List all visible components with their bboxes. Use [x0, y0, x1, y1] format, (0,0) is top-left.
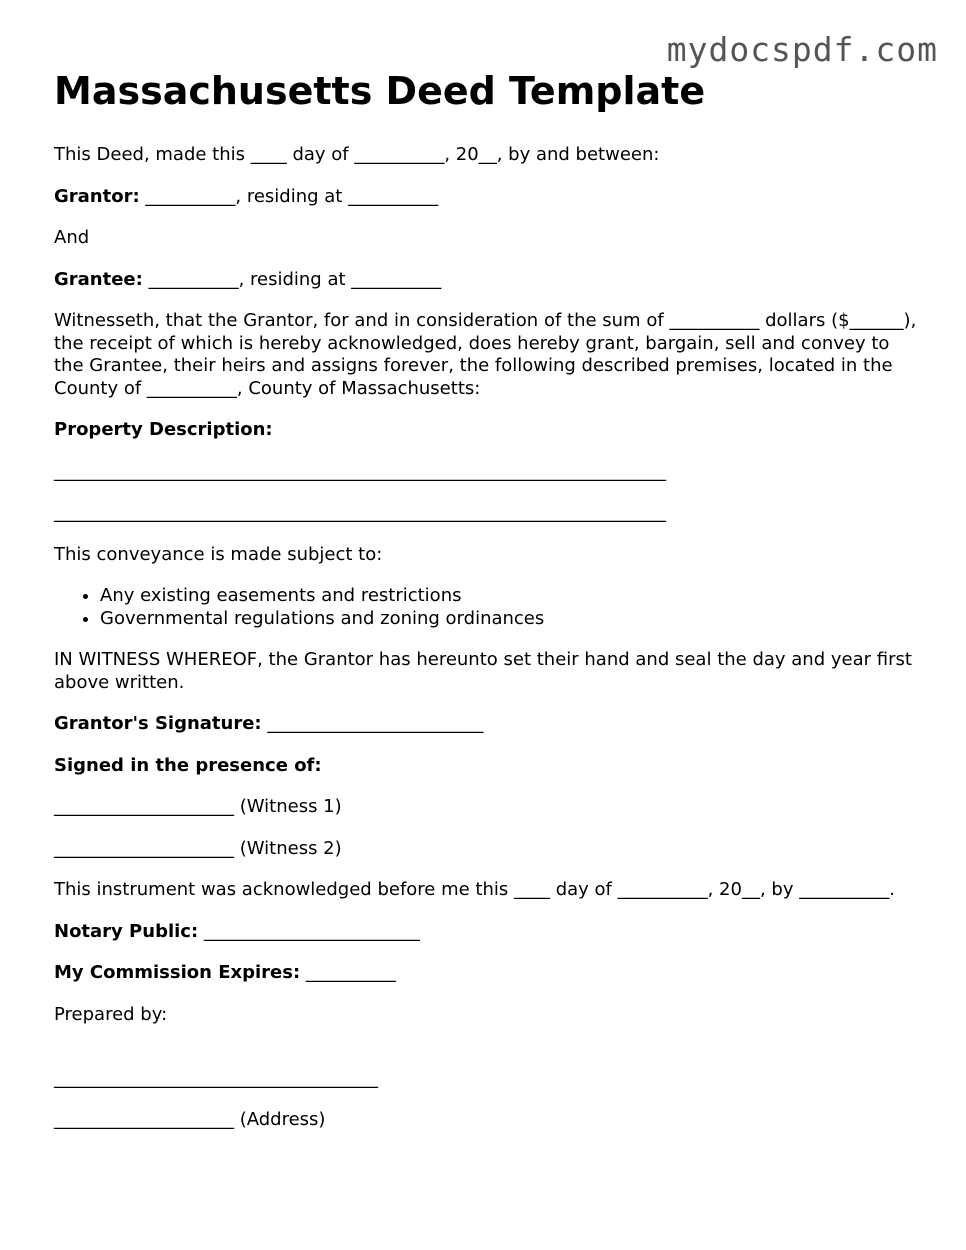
grantee-blanks: __________, residing at __________	[142, 268, 442, 290]
witnesseth-paragraph: Witnesseth, that the Grantor, for and in consideration of the sum of __________ dollars ($______), the receipt of which is hereby acknowledged, does hereby grant, bargain, sell and convey to the Grantee, their heirs and assigns forever, the following described premises, located in the County of __________, County of Massachusetts:	[54, 310, 917, 399]
grantor-blanks: __________, residing at __________	[139, 185, 439, 207]
presence-heading	[54, 755, 924, 778]
presence-label: Signed in the presence of:	[54, 754, 322, 776]
document-page	[54, 64, 924, 1151]
spacer	[54, 1045, 924, 1068]
address-line: ____________________ (Address)	[54, 1109, 326, 1130]
intro-paragraph: This Deed, made this ____ day of __________, 20__, by and between:	[54, 144, 660, 165]
witness-1-line: ____________________ (Witness 1)	[54, 796, 342, 817]
conveyance-intro: This conveyance is made subject to:	[54, 543, 383, 565]
notary-label: Notary Public:	[54, 920, 199, 942]
commission-line	[54, 962, 924, 985]
grantor-signature-label: Grantor's Signature:	[54, 713, 262, 734]
property-line-2: ____________________________________________________________________	[54, 502, 666, 523]
and-text: And	[54, 227, 90, 248]
notary-line	[54, 921, 924, 944]
grantor-signature-line	[54, 713, 924, 736]
conditions-list	[54, 585, 924, 630]
property-line-1: ____________________________________________________________________	[54, 460, 666, 482]
commission-label: My Commission Expires:	[54, 962, 301, 983]
prepared-by-line: ____________________________________	[54, 1067, 378, 1089]
acknowledgement-paragraph: This instrument was acknowledged before me this ____ day of __________, 20__, by __________.	[54, 879, 895, 900]
prepared-by-label: Prepared by:	[54, 1003, 168, 1025]
property-description-heading	[54, 419, 924, 442]
witness-whereof-paragraph: IN WITNESS WHEREOF, the Grantor has hereunto set their hand and seal the day and year first above written.	[54, 649, 912, 693]
notary-blank: ________________________	[198, 920, 420, 942]
list-item: • Any existing easements and restrictions	[100, 585, 924, 608]
grantee-line	[54, 269, 924, 292]
commission-blank: __________	[300, 962, 396, 983]
witness-2-line: ____________________ (Witness 2)	[54, 837, 342, 859]
watermark: mydocspdf.com	[666, 30, 938, 69]
grantee-label: Grantee:	[54, 268, 143, 290]
property-description-label: Property Description:	[54, 419, 273, 440]
list-item: • Governmental regulations and zoning ordinances	[100, 608, 924, 631]
grantor-line	[54, 186, 924, 209]
page-title: Massachusetts Deed Template	[54, 69, 706, 113]
grantor-signature-blank: ________________________	[261, 713, 484, 734]
grantor-label: Grantor:	[54, 185, 140, 207]
